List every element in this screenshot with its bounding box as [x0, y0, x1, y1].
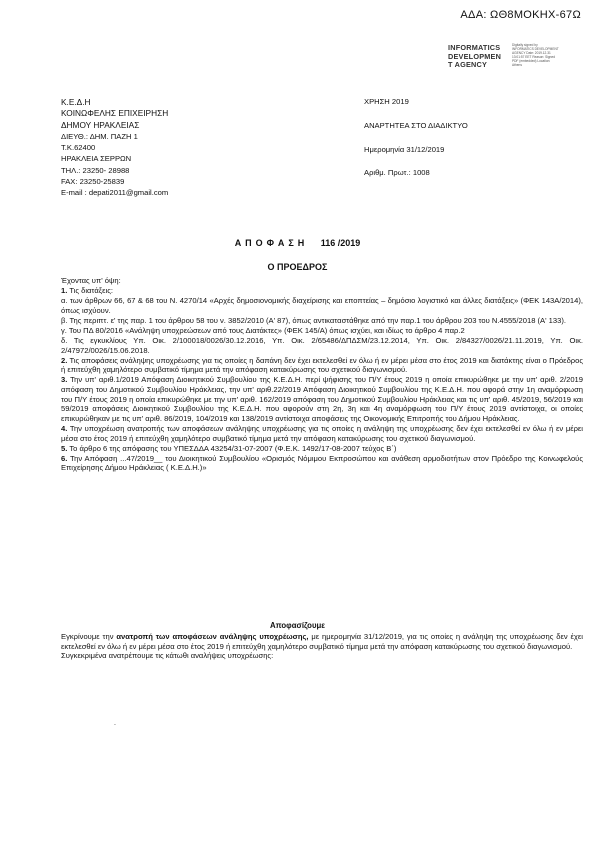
logo-line: INFORMATICS	[448, 43, 501, 52]
recital-1: 1. Τις διατάξεις:	[61, 286, 113, 296]
decision-paragraph: Εγκρίνουμε την ανατροπή των αποφάσεων ανάληψης υποχρέωσης, με ημερομηνία 31/12/2019, για τις οποίες η ανάληψη της υποχρέωσης δεν έχει εκτελεσθεί εν όλω ή εν μέρει μέσα στο έτος 2019 ή επιτεύχθη χαμηλότερο συμβατικό τίμημα μετά την απόφαση κατακύρωσης του σχετικού διαγωνισμού.	[61, 632, 583, 651]
logo-line: DEVELOPMEN	[448, 51, 502, 61]
issuer-line: ΗΡΑΚΛΕΙΑ ΣΕΡΡΩΝ	[61, 154, 132, 164]
recital-1c: γ. Του ΠΔ 80/2016 «Ανάληψη υποχρεώσεων από τους Διατάκτες» (ΦΕΚ 145/Α) όπως ισχύει, και ιδίως το άρθρο 4 παρ.2	[61, 325, 465, 335]
president-heading: Ο ΠΡΟΕΔΡΟΣ	[267, 262, 328, 272]
stray-dot: .	[114, 720, 116, 727]
decision-list-intro: Συγκεκριμένα ανατρέπουμε τις κάτωθι αναλήψεις υποχρέωσης:	[61, 651, 274, 661]
logo-line: T AGENCY	[448, 60, 488, 70]
document-date: Ημερομηνία 31/12/2019	[364, 145, 445, 154]
issuer-line: ΚΟΙΝΩΦΕΛΗΣ ΕΠΙΧΕΙΡΗΣΗ	[61, 108, 169, 119]
recital-5: 5. Το άρθρο 6 της απόφασης του ΥΠΕΣΔΔΑ 43254/31-07-2007 (Φ.Ε.Κ. 1492/17-08-2007 τεύχος Β΄)	[61, 443, 397, 453]
publish-note: ΑΝΑΡΤΗΤΕΑ ΣΤΟ ΔΙΑΔΙΚΤΥΟ	[364, 121, 468, 130]
decision-heading: Αποφασίζουμε	[270, 621, 325, 630]
recital-3: 3. Την υπ' αριθ.1/2019 Απόφαση Διοικητικού Συμβουλίου της Κ.Ε.Δ.Η. περί ψήφισης του Π/Υ έτους 2019 η οποία επικυρώθηκε με την υπ' αριθ. 2/2019 απόφαση του Δημοτικού Συμβουλίου Ηράκλειας, την υπ' αριθ.22/2019 Απόφαση Διοικητικού Συμβουλίου της Κ.Ε.Δ.Η. που αφορά στην 1η αναμόρφωση του Π/Υ έτους 2019 η οποία επικυρώθηκε με την υπ' αριθ. 162/2019 απόφαση του Δημοτικού Συμβουλίου Ηράκλειας και τις υπ' αριθ. 45/2019, 56/2019 και 59/2019 αποφάσεις Διοικητικού Συμβουλίου της Κ.Ε.Δ.Η. που αφορούν στη 2η, 3η και 4η αναμόρφωση του Π/Υ έτους 2019 αντίστοιχα, οι οποίες επικυρώθηκαν με τις υπ' αριθ. 86/2019, 104/2019 και 138/2019 αντίστοιχα αποφάσεις της Οικονομικής Επιτροπής του Δήμου Ηράκλειας.	[61, 375, 583, 423]
issuer-line: ΤΗΛ.: 23250- 28988	[61, 165, 130, 175]
recital-1d: δ. Τις εγκυκλίους Υπ. Οικ. 2/100018/0026/30.12.2016, Υπ. Οικ. 2/65486/ΔΠΔΣΜ/23.12.2014, Υπ. Οικ. 2/84327/0026/21.11.2019, Υπ. Οικ. 2/47972/0026/15.06.2018.	[61, 336, 583, 355]
ada-code: ΑΔΑ: ΩΘ8ΜΟΚΗΧ-67Ω	[460, 9, 581, 21]
signature-logo	[448, 44, 501, 70]
issuer-line: ΔΗΜΟΥ ΗΡΑΚΛΕΙΑΣ	[61, 119, 140, 130]
recital-6: 6. Την Απόφαση ...47/2019__ του Διοικητικού Συμβουλίου «Ορισμός Νόμιμου Εκπροσώπου και ανάθεση αρμοδιοτήτων στον Πρόεδρο της Κοινωφελούς Επιχείρησης Δήμου Ηράκλειας ( Κ.Ε.Δ.Η.)»	[61, 453, 583, 473]
decision-title	[0, 238, 595, 248]
decision-text	[61, 632, 583, 661]
recital-intro: Έχοντας υπ' όψη:	[61, 276, 121, 285]
title-word: ΑΠΟΦΑΣΗ	[234, 238, 309, 248]
title-number: 116 /2019	[320, 238, 361, 248]
protocol-number: Αριθμ. Πρωτ.: 1008	[364, 168, 430, 177]
recital-2: 2. Τις αποφάσεις ανάληψης υποχρέωσης για τις οποίες η δαπάνη δεν έχει εκτελεσθεί εν όλω ή εν μέρει μέσα στο έτος 2019 και διατάκτης είναι ο Πρόεδρος ή επιτεύχθη χαμηλότερο συμβατικό τίμημα μετά την απόφαση κατακύρωσης του σχετικού διαγωνισμού.	[61, 355, 583, 375]
issuer-line: E-mail : depati2011@gmail.com	[61, 188, 169, 198]
issuer-line: ΔΙΕΥΘ.: ΔΗΜ. ΠΑΖΗ 1	[61, 131, 138, 141]
issuer-line: Τ.Κ.62400	[61, 143, 96, 153]
issuer-block	[61, 97, 168, 199]
signature-details: Digitally signed by INFORMATICS DEVELOPMENT AGENCY Date: 2019.12.31 13:01:57 EET Reason: Signed PDF (embedded) Location: Athens	[512, 43, 559, 67]
issuer-line: FAX: 23250-25839	[61, 177, 125, 187]
recital-4: 4. Την υποχρέωση ανατροπής των αποφάσεων ανάληψης υποχρέωσης για τις οποίες η ανάληψη της υποχρέωσης δεν έχει εκτελεσθεί εν όλω ή εν μέρει μέσα στο έτος 2019 ή επιτεύχθη χαμηλότερο συμβατικό τίμημα μετά την απόφαση κατακύρωσης του σχετικού διαγωνισμού.	[61, 423, 583, 443]
fiscal-year: ΧΡΗΣΗ 2019	[364, 97, 409, 106]
issuer-line: Κ.Ε.Δ.Η	[61, 97, 91, 107]
recital-1b: β. Της περιπτ. ε' της παρ. 1 του άρθρου 58 του ν. 3852/2010 (Α' 87), όπως αντικαταστάθηκε από την παρ.1 του άρθρου 203 του Ν.4555/2018 (Α' 133).	[61, 315, 566, 325]
recital-1a: α. των άρθρων 66, 67 & 68 του Ν. 4270/14 «Αρχές δημοσιονομικής διαχείρισης και εποπτείας – δημόσιο λογιστικό και άλλες διατάξεις» (ΦΕΚ 143Α/2014), όπως ισχύουν.	[61, 296, 583, 315]
recitals	[61, 276, 583, 473]
